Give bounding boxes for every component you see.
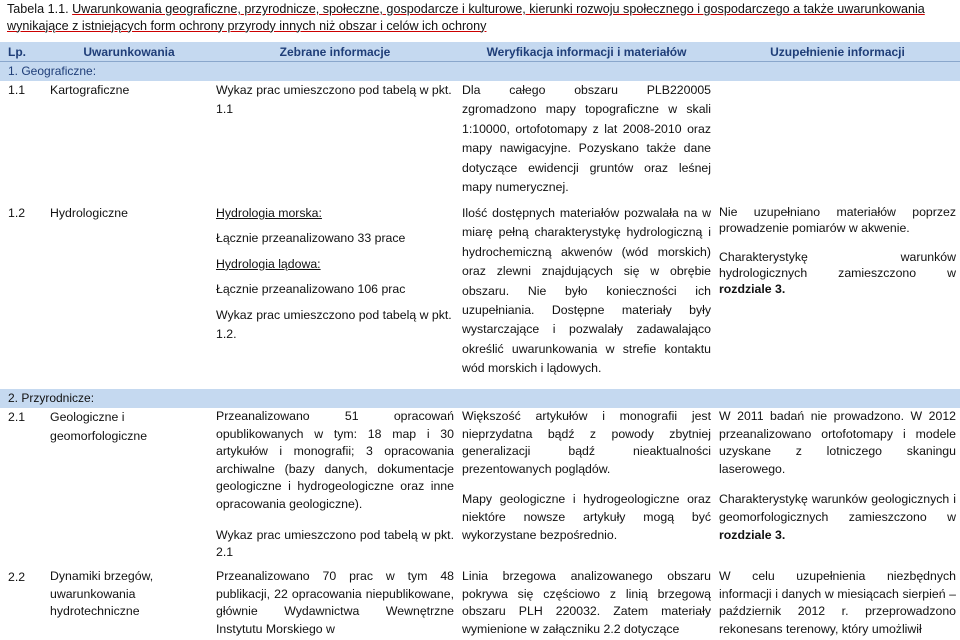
table-caption bbox=[7, 1, 953, 34]
cell-weryfikacja: Linia brzegowa analizowanego obszaru pokrywa się częściowo z linią brzegową obszaru PLH 220032. Zatem materiały wymienione w załączniku 2.2 dotyczące bbox=[462, 569, 711, 636]
cell-weryfikacja: Ilość dostępnych materiałów pozwalała na w miarę pełną charakterystykę hydrologiczną i hydrochemiczną akwenów (wód morskich) oraz zlewni znajdujących się w obrębie obszaru. Nie było konieczności ich uzupełniania. Dostępne materiały były wystarczające i pozwalały zadawalająco określić uwarunkowania w strefie kontaktu wód morskich i lądowych. bbox=[462, 206, 711, 376]
caption-prefix: Tabela 1.1. bbox=[7, 2, 73, 16]
cell-uzupelnienie bbox=[715, 408, 960, 568]
cell-weryfikacja: Dla całego obszaru PLB220005 zgromadzono mapy topograficzne w skali 1:10000, ortofotomapy z lat 2008-2010 oraz mapy nawigacyjne. Pozyskano także dane dotyczące ewidencji gruntów oraz leśnej mapy numerycznej. bbox=[462, 83, 711, 195]
table-row bbox=[0, 204, 960, 389]
uzup-text-2-main: Charakterystykę warunków hydrologicznych zamieszczono w bbox=[719, 250, 956, 280]
section-row-przyrodnicze bbox=[0, 389, 960, 408]
uzup-text-2-main: Charakterystykę warunków geologicznych i geomorfologicznych zamieszczono w bbox=[719, 492, 956, 524]
cell-lp: 1.1 bbox=[8, 83, 26, 97]
table-row bbox=[0, 81, 960, 204]
header-weryfikacja: Weryfikacja informacji i materiałów bbox=[458, 42, 715, 62]
cell-uzupelnienie: W celu uzupełnienia niezbędnych informacji i danych w miesiącach sierpień – październik 2012 r. przeprowadzono rekonesans terenowy, który umożliwił bbox=[719, 569, 956, 636]
uzup-text-1: W 2011 badań nie prowadzono. W 2012 przeanalizowano ortofotomapy i modele uzyskane z lotniczego skaningu laserowego. bbox=[719, 409, 956, 476]
cell-weryfikacja bbox=[458, 408, 715, 568]
cell-zebrane bbox=[212, 408, 458, 568]
cell-zebrane: Wykaz prac umieszczono pod tabelą w pkt. 1.1 bbox=[216, 83, 452, 117]
table-header-row bbox=[0, 42, 960, 62]
header-zebrane: Zebrane informacje bbox=[212, 42, 458, 62]
section-title: 1. Geograficzne: bbox=[0, 62, 960, 82]
cell-uzupelnienie bbox=[715, 81, 960, 204]
weryf-text-1: Większość artykułów i monografii jest nieprzydatna bądź z powody zbytniej generalizacji bądź nieaktualności prezentowanych poglądów. bbox=[462, 409, 711, 476]
section-title: 2. Przyrodnicze: bbox=[0, 389, 960, 408]
cell-lp: 2.1 bbox=[8, 410, 26, 424]
zebrane-text-1: Przeanalizowano 51 opracowań opublikowanych w tym: 18 map i 30 artykułów i monografii; 3 opracowania archiwalne (bazy danych, dokumentacje geologiczne i hydrogeologiczne oraz inne opracowania geologiczne). bbox=[216, 409, 454, 511]
uzup-text-2 bbox=[719, 249, 956, 297]
reference-note: Wykaz prac umieszczono pod tabelą w pkt. 1.2. bbox=[216, 307, 452, 342]
header-uzupelnienie: Uzupełnienie informacji bbox=[715, 42, 960, 62]
subheading-hydrologia-ladowa: Hydrologia lądowa: bbox=[216, 256, 321, 271]
subheading-hydrologia-morska: Hydrologia morska: bbox=[216, 206, 322, 220]
count-morska: Łącznie przeanalizowano 33 prace bbox=[216, 231, 406, 246]
table-row bbox=[0, 408, 960, 568]
count-ladowa: Łącznie przeanalizowano 106 prac bbox=[216, 282, 406, 297]
table-row bbox=[0, 568, 960, 638]
section-row-geograficzne bbox=[0, 62, 960, 82]
cell-uzupelnienie bbox=[715, 204, 960, 389]
caption-text: Uwarunkowania geograficzne, przyrodnicze, społeczne, gospodarcze i kulturowe, kierunki rozwoju społecznego i gospodarczego a także uwarunkowania wynikające z istniejących form ochrony przyrody innych niż obszar i celów ich ochrony bbox=[7, 2, 925, 33]
cell-zebrane: Przeanalizowano 70 prac w tym 48 publikacji, 22 opracowania niepublikowane, głównie Wydawnictwa Wewnętrzne Instytutu Morskiego w bbox=[216, 569, 454, 636]
header-lp: Lp. bbox=[0, 42, 46, 62]
cell-zebrane bbox=[212, 204, 458, 389]
uzup-text-2-ref: rozdziale 3. bbox=[719, 527, 786, 542]
cell-uwarunkowania: Hydrologiczne bbox=[50, 206, 128, 220]
cell-uwarunkowania: Geologiczne i geomorfologiczne bbox=[50, 410, 148, 444]
conditions-table bbox=[0, 42, 960, 638]
cell-lp: 1.2 bbox=[8, 206, 26, 220]
uzup-text-2-ref: rozdziale 3. bbox=[719, 282, 786, 296]
cell-uwarunkowania: Dynamiki brzegów, uwarunkowania hydrotechniczne bbox=[50, 569, 154, 619]
weryf-text-2: Mapy geologiczne i hydrogeologiczne oraz niektóre nowsze artykuły mogą być wykorzystane bezpośrednio. bbox=[462, 492, 711, 542]
reference-note: Wykaz prac umieszczono pod tabelą w pkt. 2.1 bbox=[216, 527, 454, 560]
cell-lp: 2.2 bbox=[8, 570, 26, 584]
uzup-text-1: Nie uzupełniano materiałów poprzez prowadzenie pomiarów w akwenie. bbox=[719, 205, 956, 235]
uzup-text-2 bbox=[719, 491, 956, 544]
cell-uwarunkowania: Kartograficzne bbox=[50, 83, 130, 97]
header-uwarunkowania: Uwarunkowania bbox=[46, 42, 212, 62]
